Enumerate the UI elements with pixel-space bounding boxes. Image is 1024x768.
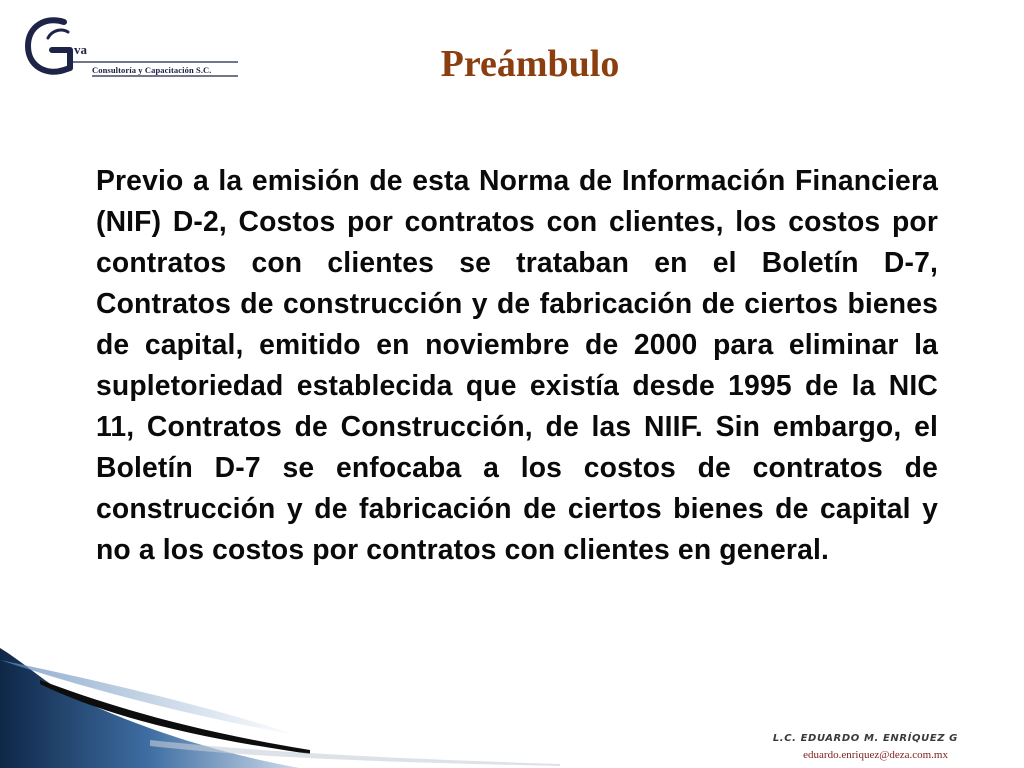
footer-email: eduardo.enriquez@deza.com.mx (803, 749, 948, 761)
slide-title: Preámbulo (440, 43, 620, 85)
footer-author-name: L.C. EDUARDO M. ENRÍQUEZ G (772, 733, 958, 744)
logo-tagline: Consultoría y Capacitación S.C. (92, 65, 212, 75)
body-paragraph: Previo a la emisión de esta Norma de Información Financiera (NIF) D-2, Costos por contratos con clientes, los costos por contratos con clientes se trataban en el Boletín D-7, Contratos de construcción y de fabricación de ciertos bienes de capital, emitido en noviembre de 2000 para eliminar la supletoriedad establecida que existía desde 1995 de la NIC 11, Contratos de Construcción, de las NIIF. Sin embargo, el Boletín D-7 se enfocaba a los costos de contratos de construcción y de fabricación de ciertos bienes de capital y no a los costos por contratos con clientes en general. (96, 164, 938, 565)
logo-sub-letters: va (74, 42, 87, 57)
